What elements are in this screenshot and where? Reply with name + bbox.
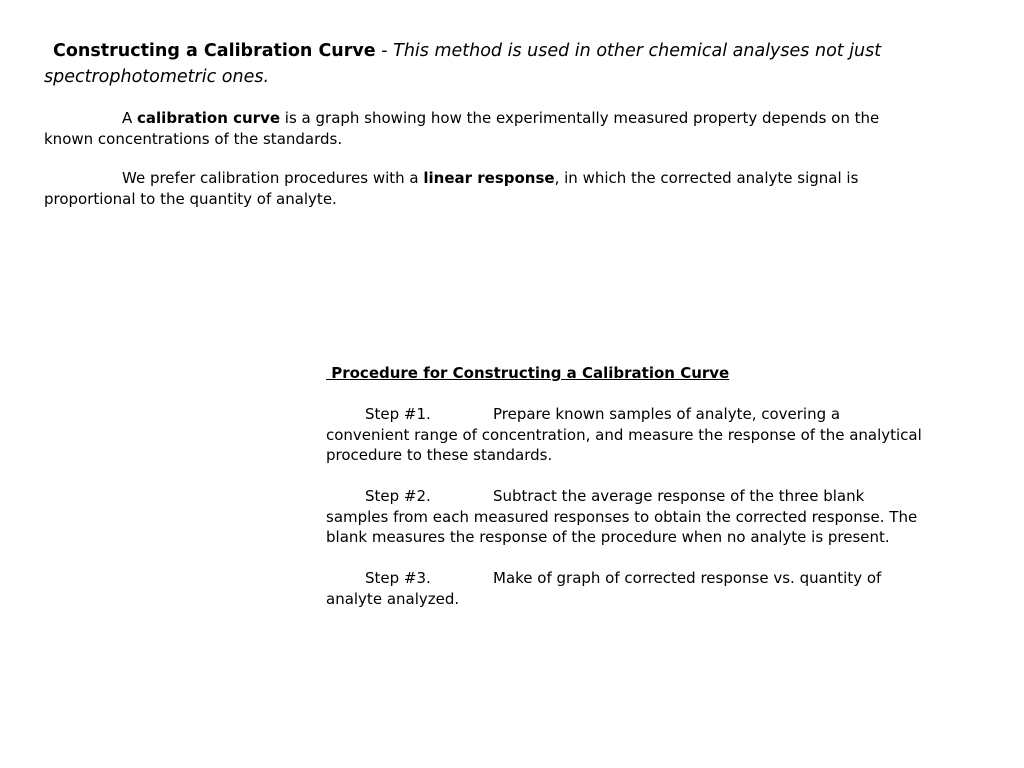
intro-section [44,38,924,210]
paragraph-text: , in which the corrected analyte signal is proportional to the quantity of analyte. [44,169,859,208]
page-subtitle: This method is used in other chemical analyses not just spectrophotometric ones. [44,41,882,87]
step-3 [326,568,926,609]
procedure-section [326,363,926,609]
paragraph-linear-response [44,168,914,210]
procedure-title: Procedure for Constructing a Calibration Curve [331,364,730,382]
paragraph-calibration-curve [44,108,914,150]
paragraph-text: A [122,109,138,127]
page-title: Constructing a Calibration Curve [53,41,376,61]
term-linear-response: linear response [423,169,555,187]
paragraph-text: We prefer calibration procedures with a [122,169,424,187]
step-label: Step #1. [365,405,431,423]
step-text: Make of graph of corrected response vs. quantity of analyte analyzed. [326,569,882,608]
title-separator: - [375,41,394,61]
step-text: Prepare known samples of analyte, covering a convenient range of concentration, and measure the response of the analytical procedure to these standards. [326,405,922,464]
step-2 [326,486,926,548]
step-label: Step #2. [365,487,431,505]
step-1 [326,404,926,466]
term-calibration-curve: calibration curve [137,109,281,127]
heading-line [44,38,924,90]
step-label: Step #3. [365,569,431,587]
paragraph-text: is a graph showing how the experimentally measured property depends on the known concentrations of the standards. [44,109,880,148]
step-text: Subtract the average response of the three blank samples from each measured responses to obtain the corrected response. The blank measures the response of the procedure when no analyte is present. [326,487,918,546]
